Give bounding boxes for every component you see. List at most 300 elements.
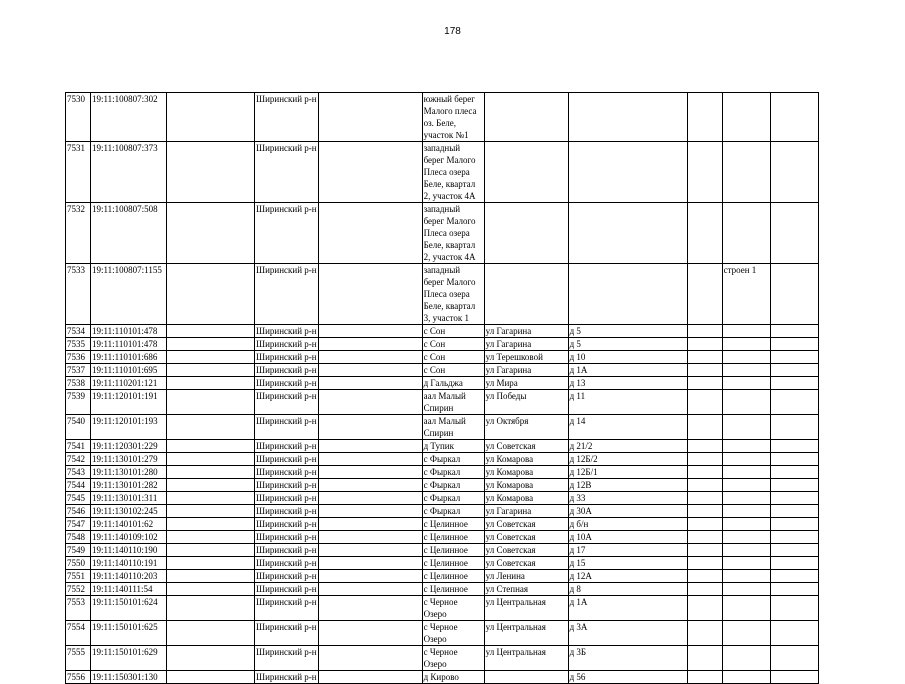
district-cell: Ширинский р-н (256, 532, 317, 542)
empty-cell (687, 671, 722, 684)
district-cell: Ширинский р-н (255, 93, 319, 142)
empty-cell (318, 351, 422, 364)
street-cell: ул Терешковой (484, 351, 568, 364)
row-number-cell: 7533 (66, 264, 91, 325)
empty-cell (687, 570, 722, 583)
empty-cell (318, 93, 422, 142)
district-cell: Ширинский р-н (256, 365, 317, 375)
house-cell: д 12А (568, 570, 687, 583)
district-cell: Ширинский р-н (256, 378, 317, 388)
row-number-cell: 7550 (66, 557, 91, 570)
empty-cell (318, 440, 422, 453)
empty-cell (318, 596, 422, 621)
empty-cell (318, 142, 422, 203)
house-cell: д 8 (568, 583, 687, 596)
street-cell: ул Октября (484, 415, 568, 440)
row-number-cell: 7554 (66, 621, 91, 646)
street-cell: ул Комарова (484, 492, 568, 505)
street-cell: ул Комарова (484, 479, 568, 492)
empty-cell (687, 646, 722, 671)
empty-cell (770, 570, 818, 583)
street-cell: ул Центральная (484, 646, 568, 671)
district-cell: Ширинский р-н (255, 264, 319, 325)
row-number-cell: 7538 (66, 377, 91, 390)
cadastral-number-cell: 19:11:120101:191 (91, 390, 167, 415)
table-row (66, 351, 819, 364)
cadastral-number-cell: 19:11:130101:311 (91, 492, 167, 505)
district-cell: Ширинский р-н (256, 339, 317, 349)
street-cell: ул Комарова (484, 466, 568, 479)
house-cell: д 11 (568, 390, 687, 415)
table-body (66, 93, 819, 684)
locality-cell: д Гальджа (422, 377, 484, 390)
empty-cell (167, 479, 255, 492)
empty-cell (318, 646, 422, 671)
row-number-cell: 7540 (66, 415, 91, 440)
empty-cell (167, 93, 255, 142)
empty-cell (687, 596, 722, 621)
empty-cell (318, 377, 422, 390)
empty-cell (770, 479, 818, 492)
row-number-cell: 7530 (66, 93, 91, 142)
locality-cell: с Фыркал (422, 492, 484, 505)
empty-cell (770, 390, 818, 415)
building-cell (722, 531, 770, 544)
locality-cell: с Целинное (422, 544, 484, 557)
empty-cell (318, 557, 422, 570)
table-row (66, 646, 819, 671)
cadastral-number-cell: 19:11:110101:695 (91, 364, 167, 377)
house-cell (568, 264, 687, 325)
empty-cell (687, 492, 722, 505)
empty-cell (687, 264, 722, 325)
table-row (66, 203, 819, 264)
house-cell: д 13 (568, 377, 687, 390)
empty-cell (318, 479, 422, 492)
locality-cell: с Целинное (422, 570, 484, 583)
cadastral-number-cell: 19:11:150101:625 (91, 621, 167, 646)
district-cell: Ширинский р-н (255, 621, 319, 646)
empty-cell (318, 544, 422, 557)
empty-cell (167, 671, 255, 684)
house-cell: д 21/2 (568, 440, 687, 453)
row-number-cell: 7553 (66, 596, 91, 621)
empty-cell (770, 415, 818, 440)
empty-cell (167, 351, 255, 364)
table-row (66, 453, 819, 466)
row-number-cell: 7541 (66, 440, 91, 453)
table-row (66, 93, 819, 142)
empty-cell (687, 453, 722, 466)
cadastral-number-cell: 19:11:140110:191 (91, 557, 167, 570)
district-cell: Ширинский р-н (256, 571, 317, 581)
street-cell (484, 671, 568, 684)
table-row (66, 479, 819, 492)
empty-cell (770, 203, 818, 264)
table-row (66, 505, 819, 518)
empty-cell (318, 453, 422, 466)
house-cell (568, 203, 687, 264)
table-row (66, 583, 819, 596)
district-cell: Ширинский р-н (255, 142, 319, 203)
empty-cell (318, 505, 422, 518)
locality-cell: с Сон (422, 338, 484, 351)
empty-cell (687, 390, 722, 415)
street-cell: ул Гагарина (484, 505, 568, 518)
row-number-cell: 7545 (66, 492, 91, 505)
district-cell: Ширинский р-н (255, 415, 319, 440)
row-number-cell: 7539 (66, 390, 91, 415)
street-cell: ул Центральная (484, 596, 568, 621)
house-cell: д 3А (568, 621, 687, 646)
empty-cell (167, 377, 255, 390)
row-number-cell: 7546 (66, 505, 91, 518)
empty-cell (167, 531, 255, 544)
district-cell: Ширинский р-н (255, 646, 319, 671)
building-cell (722, 390, 770, 415)
cadastral-number-cell: 19:11:120101:193 (91, 415, 167, 440)
empty-cell (770, 557, 818, 570)
empty-cell (687, 583, 722, 596)
cadastral-number-cell: 19:11:100807:373 (91, 142, 167, 203)
district-cell: Ширинский р-н (256, 672, 317, 682)
empty-cell (687, 325, 722, 338)
house-cell: д 1А (568, 596, 687, 621)
empty-cell (318, 492, 422, 505)
district-cell: Ширинский р-н (256, 454, 317, 464)
empty-cell (770, 351, 818, 364)
table-row (66, 440, 819, 453)
table-row (66, 518, 819, 531)
table-row (66, 377, 819, 390)
district-cell: Ширинский р-н (256, 506, 317, 516)
empty-cell (770, 671, 818, 684)
row-number-cell: 7549 (66, 544, 91, 557)
house-cell: д б/н (568, 518, 687, 531)
locality-cell: с Сон (422, 351, 484, 364)
table-row (66, 671, 819, 684)
locality-cell: с Сон (422, 364, 484, 377)
empty-cell (770, 453, 818, 466)
empty-cell (770, 93, 818, 142)
house-cell: д 17 (568, 544, 687, 557)
street-cell: ул Советская (484, 557, 568, 570)
district-cell: Ширинский р-н (255, 390, 319, 415)
locality-cell: западный берег Малого Плеса озера Беле, квартал 3, участок 1 (422, 264, 484, 325)
empty-cell (167, 203, 255, 264)
table-row (66, 142, 819, 203)
row-number-cell: 7543 (66, 466, 91, 479)
cadastral-number-cell: 19:11:110201:121 (91, 377, 167, 390)
empty-cell (770, 338, 818, 351)
locality-cell: аал Малый Спирин (422, 415, 484, 440)
table-row (66, 557, 819, 570)
street-cell: ул Гагарина (484, 338, 568, 351)
empty-cell (318, 583, 422, 596)
cadastral-number-cell: 19:11:100807:508 (91, 203, 167, 264)
locality-cell: с Фыркал (422, 453, 484, 466)
building-cell (722, 325, 770, 338)
district-cell: Ширинский р-н (256, 545, 317, 555)
row-number-cell: 7531 (66, 142, 91, 203)
empty-cell (770, 646, 818, 671)
building-cell (722, 440, 770, 453)
district-cell: Ширинский р-н (256, 441, 317, 451)
building-cell (722, 544, 770, 557)
locality-cell: с Черное Озеро (422, 596, 484, 621)
locality-cell: с Черное Озеро (422, 621, 484, 646)
empty-cell (167, 142, 255, 203)
cadastral-number-cell: 19:11:110101:478 (91, 338, 167, 351)
empty-cell (318, 621, 422, 646)
building-cell (722, 203, 770, 264)
cadastral-number-cell: 19:11:130102:245 (91, 505, 167, 518)
cadastral-number-cell: 19:11:150101:629 (91, 646, 167, 671)
empty-cell (687, 479, 722, 492)
district-cell: Ширинский р-н (256, 352, 317, 362)
empty-cell (687, 544, 722, 557)
row-number-cell: 7544 (66, 479, 91, 492)
row-number-cell: 7556 (66, 671, 91, 684)
empty-cell (167, 492, 255, 505)
empty-cell (687, 518, 722, 531)
street-cell: ул Комарова (484, 453, 568, 466)
locality-cell: с Целинное (422, 583, 484, 596)
cadastral-number-cell: 19:11:140109:102 (91, 531, 167, 544)
table-row (66, 264, 819, 325)
table-row (66, 364, 819, 377)
empty-cell (318, 390, 422, 415)
building-cell (722, 583, 770, 596)
page-number: 178 (444, 26, 461, 37)
street-cell (484, 142, 568, 203)
empty-cell (770, 466, 818, 479)
cadastral-number-cell: 19:11:140101:62 (91, 518, 167, 531)
empty-cell (687, 351, 722, 364)
cadastral-number-cell: 19:11:140110:190 (91, 544, 167, 557)
street-cell: ул Гагарина (484, 364, 568, 377)
empty-cell (687, 364, 722, 377)
street-cell (484, 203, 568, 264)
empty-cell (167, 466, 255, 479)
district-cell: Ширинский р-н (256, 326, 317, 336)
cadastral-number-cell: 19:11:140111:54 (91, 583, 167, 596)
row-number-cell: 7532 (66, 203, 91, 264)
cadastral-number-cell: 19:11:130101:280 (91, 466, 167, 479)
building-cell (722, 492, 770, 505)
house-cell: д 12В (568, 479, 687, 492)
empty-cell (167, 505, 255, 518)
row-number-cell: 7537 (66, 364, 91, 377)
empty-cell (687, 440, 722, 453)
empty-cell (687, 531, 722, 544)
empty-cell (167, 557, 255, 570)
empty-cell (687, 415, 722, 440)
building-cell (722, 596, 770, 621)
locality-cell: д Тупик (422, 440, 484, 453)
row-number-cell: 7535 (66, 338, 91, 351)
house-cell: д 3Б (568, 646, 687, 671)
empty-cell (318, 531, 422, 544)
locality-cell: западный берег Малого Плеса озера Беле, квартал 2, участок 4А (422, 142, 484, 203)
locality-cell: южный берег Малого плеса оз. Беле, участок №1 (422, 93, 484, 142)
street-cell: ул Степная (484, 583, 568, 596)
empty-cell (167, 325, 255, 338)
cadastral-number-cell: 19:11:120301:229 (91, 440, 167, 453)
locality-cell: с Фыркал (422, 505, 484, 518)
empty-cell (318, 466, 422, 479)
cadastral-number-cell: 19:11:150101:624 (91, 596, 167, 621)
street-cell: ул Центральная (484, 621, 568, 646)
district-cell: Ширинский р-н (255, 203, 319, 264)
building-cell (722, 93, 770, 142)
row-number-cell: 7548 (66, 531, 91, 544)
street-cell: ул Советская (484, 544, 568, 557)
table-row (66, 390, 819, 415)
building-cell (722, 671, 770, 684)
building-cell (722, 646, 770, 671)
empty-cell (687, 142, 722, 203)
empty-cell (770, 142, 818, 203)
building-cell (722, 338, 770, 351)
row-number-cell: 7555 (66, 646, 91, 671)
empty-cell (167, 264, 255, 325)
building-cell (722, 557, 770, 570)
cadastral-number-cell: 19:11:140110:203 (91, 570, 167, 583)
empty-cell (167, 646, 255, 671)
empty-cell (770, 621, 818, 646)
house-cell: д 5 (568, 325, 687, 338)
row-number-cell: 7552 (66, 583, 91, 596)
table-row (66, 325, 819, 338)
building-cell (722, 377, 770, 390)
house-cell: д 1А (568, 364, 687, 377)
empty-cell (770, 531, 818, 544)
empty-cell (167, 390, 255, 415)
building-cell (722, 351, 770, 364)
district-cell: Ширинский р-н (255, 596, 319, 621)
table-row (66, 621, 819, 646)
empty-cell (167, 364, 255, 377)
building-cell (722, 364, 770, 377)
row-number-cell: 7542 (66, 453, 91, 466)
locality-cell: с Целинное (422, 557, 484, 570)
row-number-cell: 7547 (66, 518, 91, 531)
district-cell: Ширинский р-н (256, 519, 317, 529)
cadastral-number-cell: 19:11:110101:686 (91, 351, 167, 364)
empty-cell (167, 583, 255, 596)
table-row (66, 596, 819, 621)
building-cell (722, 453, 770, 466)
cadastral-number-cell: 19:11:100807:302 (91, 93, 167, 142)
district-cell: Ширинский р-н (256, 584, 317, 594)
street-cell: ул Советская (484, 440, 568, 453)
empty-cell (167, 544, 255, 557)
street-cell: ул Советская (484, 518, 568, 531)
empty-cell (167, 621, 255, 646)
empty-cell (318, 518, 422, 531)
empty-cell (318, 671, 422, 684)
empty-cell (770, 544, 818, 557)
street-cell (484, 264, 568, 325)
district-cell: Ширинский р-н (256, 467, 317, 477)
house-cell: д 10А (568, 531, 687, 544)
locality-cell: западный берег Малого Плеса озера Беле, квартал 2, участок 4А (422, 203, 484, 264)
empty-cell (318, 338, 422, 351)
empty-cell (167, 453, 255, 466)
street-cell: ул Гагарина (484, 325, 568, 338)
empty-cell (687, 621, 722, 646)
empty-cell (687, 377, 722, 390)
empty-cell (167, 415, 255, 440)
locality-cell: с Целинное (422, 518, 484, 531)
building-cell (722, 142, 770, 203)
empty-cell (687, 505, 722, 518)
house-cell: д 12Б/1 (568, 466, 687, 479)
empty-cell (770, 505, 818, 518)
registry-table (65, 92, 819, 684)
street-cell: ул Ленина (484, 570, 568, 583)
empty-cell (770, 377, 818, 390)
table-row (66, 531, 819, 544)
table-row (66, 544, 819, 557)
building-cell (722, 570, 770, 583)
locality-cell: аал Малый Спирин (422, 390, 484, 415)
locality-cell: с Фыркал (422, 466, 484, 479)
cadastral-number-cell: 19:11:150301:130 (91, 671, 167, 684)
table-row (66, 338, 819, 351)
empty-cell (318, 364, 422, 377)
locality-cell: с Целинное (422, 531, 484, 544)
empty-cell (770, 325, 818, 338)
empty-cell (167, 596, 255, 621)
empty-cell (318, 415, 422, 440)
building-cell (722, 505, 770, 518)
empty-cell (167, 338, 255, 351)
empty-cell (770, 518, 818, 531)
cadastral-number-cell: 19:11:110101:478 (91, 325, 167, 338)
empty-cell (770, 440, 818, 453)
table-row (66, 492, 819, 505)
row-number-cell: 7536 (66, 351, 91, 364)
empty-cell (770, 492, 818, 505)
empty-cell (770, 364, 818, 377)
empty-cell (687, 557, 722, 570)
street-cell: ул Советская (484, 531, 568, 544)
empty-cell (687, 203, 722, 264)
empty-cell (770, 596, 818, 621)
table-row (66, 466, 819, 479)
empty-cell (687, 93, 722, 142)
building-cell (722, 621, 770, 646)
empty-cell (167, 440, 255, 453)
locality-cell: д Кирово (422, 671, 484, 684)
district-cell: Ширинский р-н (256, 493, 317, 503)
empty-cell (770, 264, 818, 325)
locality-cell: с Фыркал (422, 479, 484, 492)
house-cell (568, 93, 687, 142)
empty-cell (167, 518, 255, 531)
empty-cell (167, 570, 255, 583)
house-cell: д 15 (568, 557, 687, 570)
street-cell (484, 93, 568, 142)
empty-cell (318, 203, 422, 264)
table-row (66, 415, 819, 440)
house-cell: д 5 (568, 338, 687, 351)
district-cell: Ширинский р-н (256, 480, 317, 490)
house-cell: д 30А (568, 505, 687, 518)
cadastral-number-cell: 19:11:100807:1155 (91, 264, 167, 325)
